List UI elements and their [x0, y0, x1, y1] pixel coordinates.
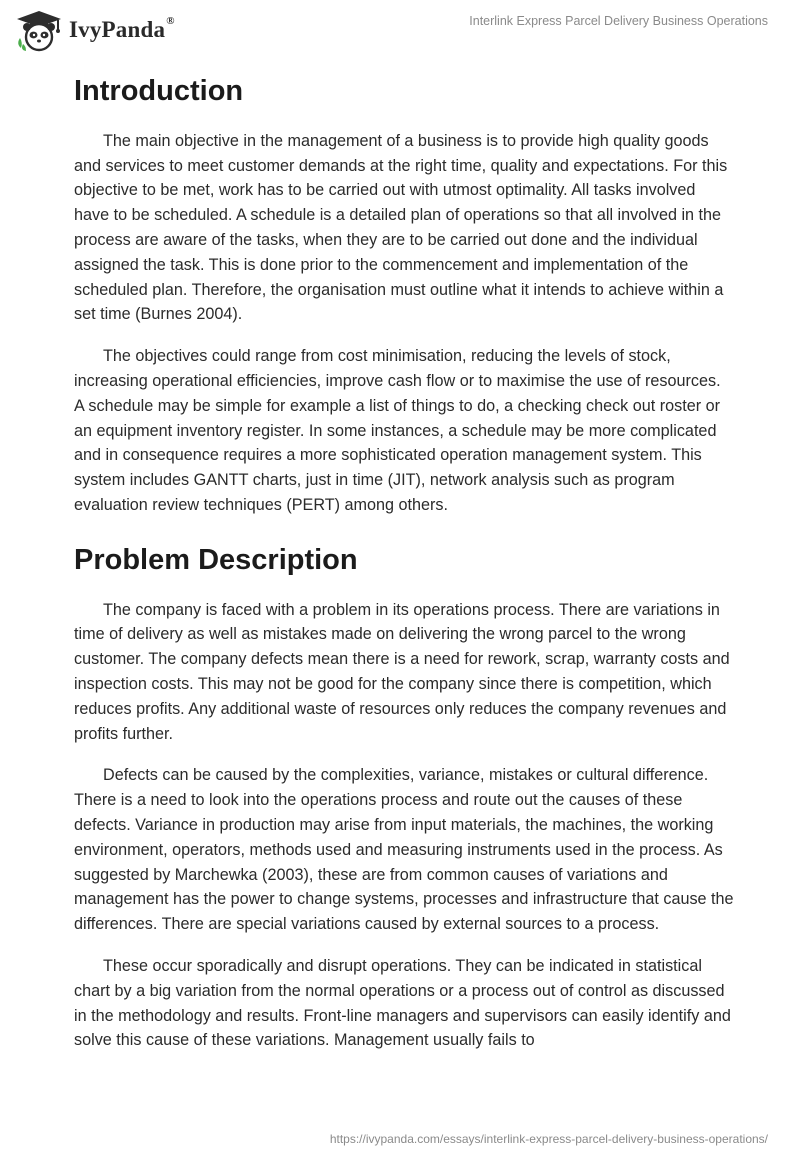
paragraph: Defects can be caused by the complexities, variance, mistakes or cultural difference. There is a need to look into the operations process and route out the causes of these defects. Variance in production may arise from input materials, the machines, the working environment, operators, methods used and measuring instruments used in the process. As suggested by Marchewka (2003), these are from common causes of variations and management has the power to change systems, processes and infrastructure that cause the differences. There are special variations caused by external sources to a process. [74, 766, 734, 934]
brand-logo[interactable] [14, 8, 175, 52]
document-title: Interlink Express Parcel Delivery Business Operations [469, 14, 768, 28]
panda-logo-icon [14, 8, 64, 52]
paragraph: These occur sporadically and disrupt operations. They can be indicated in statistical chart by a big variation from the normal operations or a process out of control as discussed in the methodology and results. Front-line managers and supervisors can easily identify and solve this cause of these variations. Management usually fails to [74, 956, 731, 1050]
paragraph: The main objective in the management of a business is to provide high quality goods and services to meet customer demands at the right time, quality and expectations. For this objective to be met, work has to be carried out with utmost optimality. All tasks involved have to be scheduled. A schedule is a detailed plan of operations so that all involved in the process are aware of the tasks, when they are to be carried out done and the individual assigned the task. This is done prior to the commencement and implementation of the scheduled plan. Therefore, the organisation must outline what it intends to achieve within a set time (Burnes 2004). [74, 131, 728, 324]
registered-mark: ® [166, 15, 175, 27]
brand-name: IvyPanda® [69, 15, 175, 42]
source-url: https://ivypanda.com/essays/interlink-express-parcel-delivery-business-operations/ [329, 1132, 768, 1146]
essay-body [74, 68, 734, 1070]
paragraph: The objectives could range from cost minimisation, reducing the levels of stock, increasing operational efficiencies, improve cash flow or to maximise the use of resources. A schedule may be simple for example a list of things to do, a checking check out roster or an equipment inventory register. In some instances, a schedule may be more complicated and in consequence requires a more sophisticated operation management system. This system includes GANTT charts, just in time (JIT), network analysis such as program evaluation review techniques (PERT) among others. [74, 347, 721, 514]
heading-problem-description: Problem Description [74, 543, 358, 576]
heading-introduction: Introduction [74, 75, 244, 107]
page-header [0, 0, 800, 60]
paragraph: The company is faced with a problem in its operations process. There are variations in time of delivery as well as mistakes made on delivering the wrong parcel to the wrong customer. The company defects mean there is a need for rework, scrap, warranty costs and inspection costs. This may not be good for the company since there is competition, which reduces profits. Any additional waste of resources only reduces the company revenues and profits further. [74, 600, 730, 743]
